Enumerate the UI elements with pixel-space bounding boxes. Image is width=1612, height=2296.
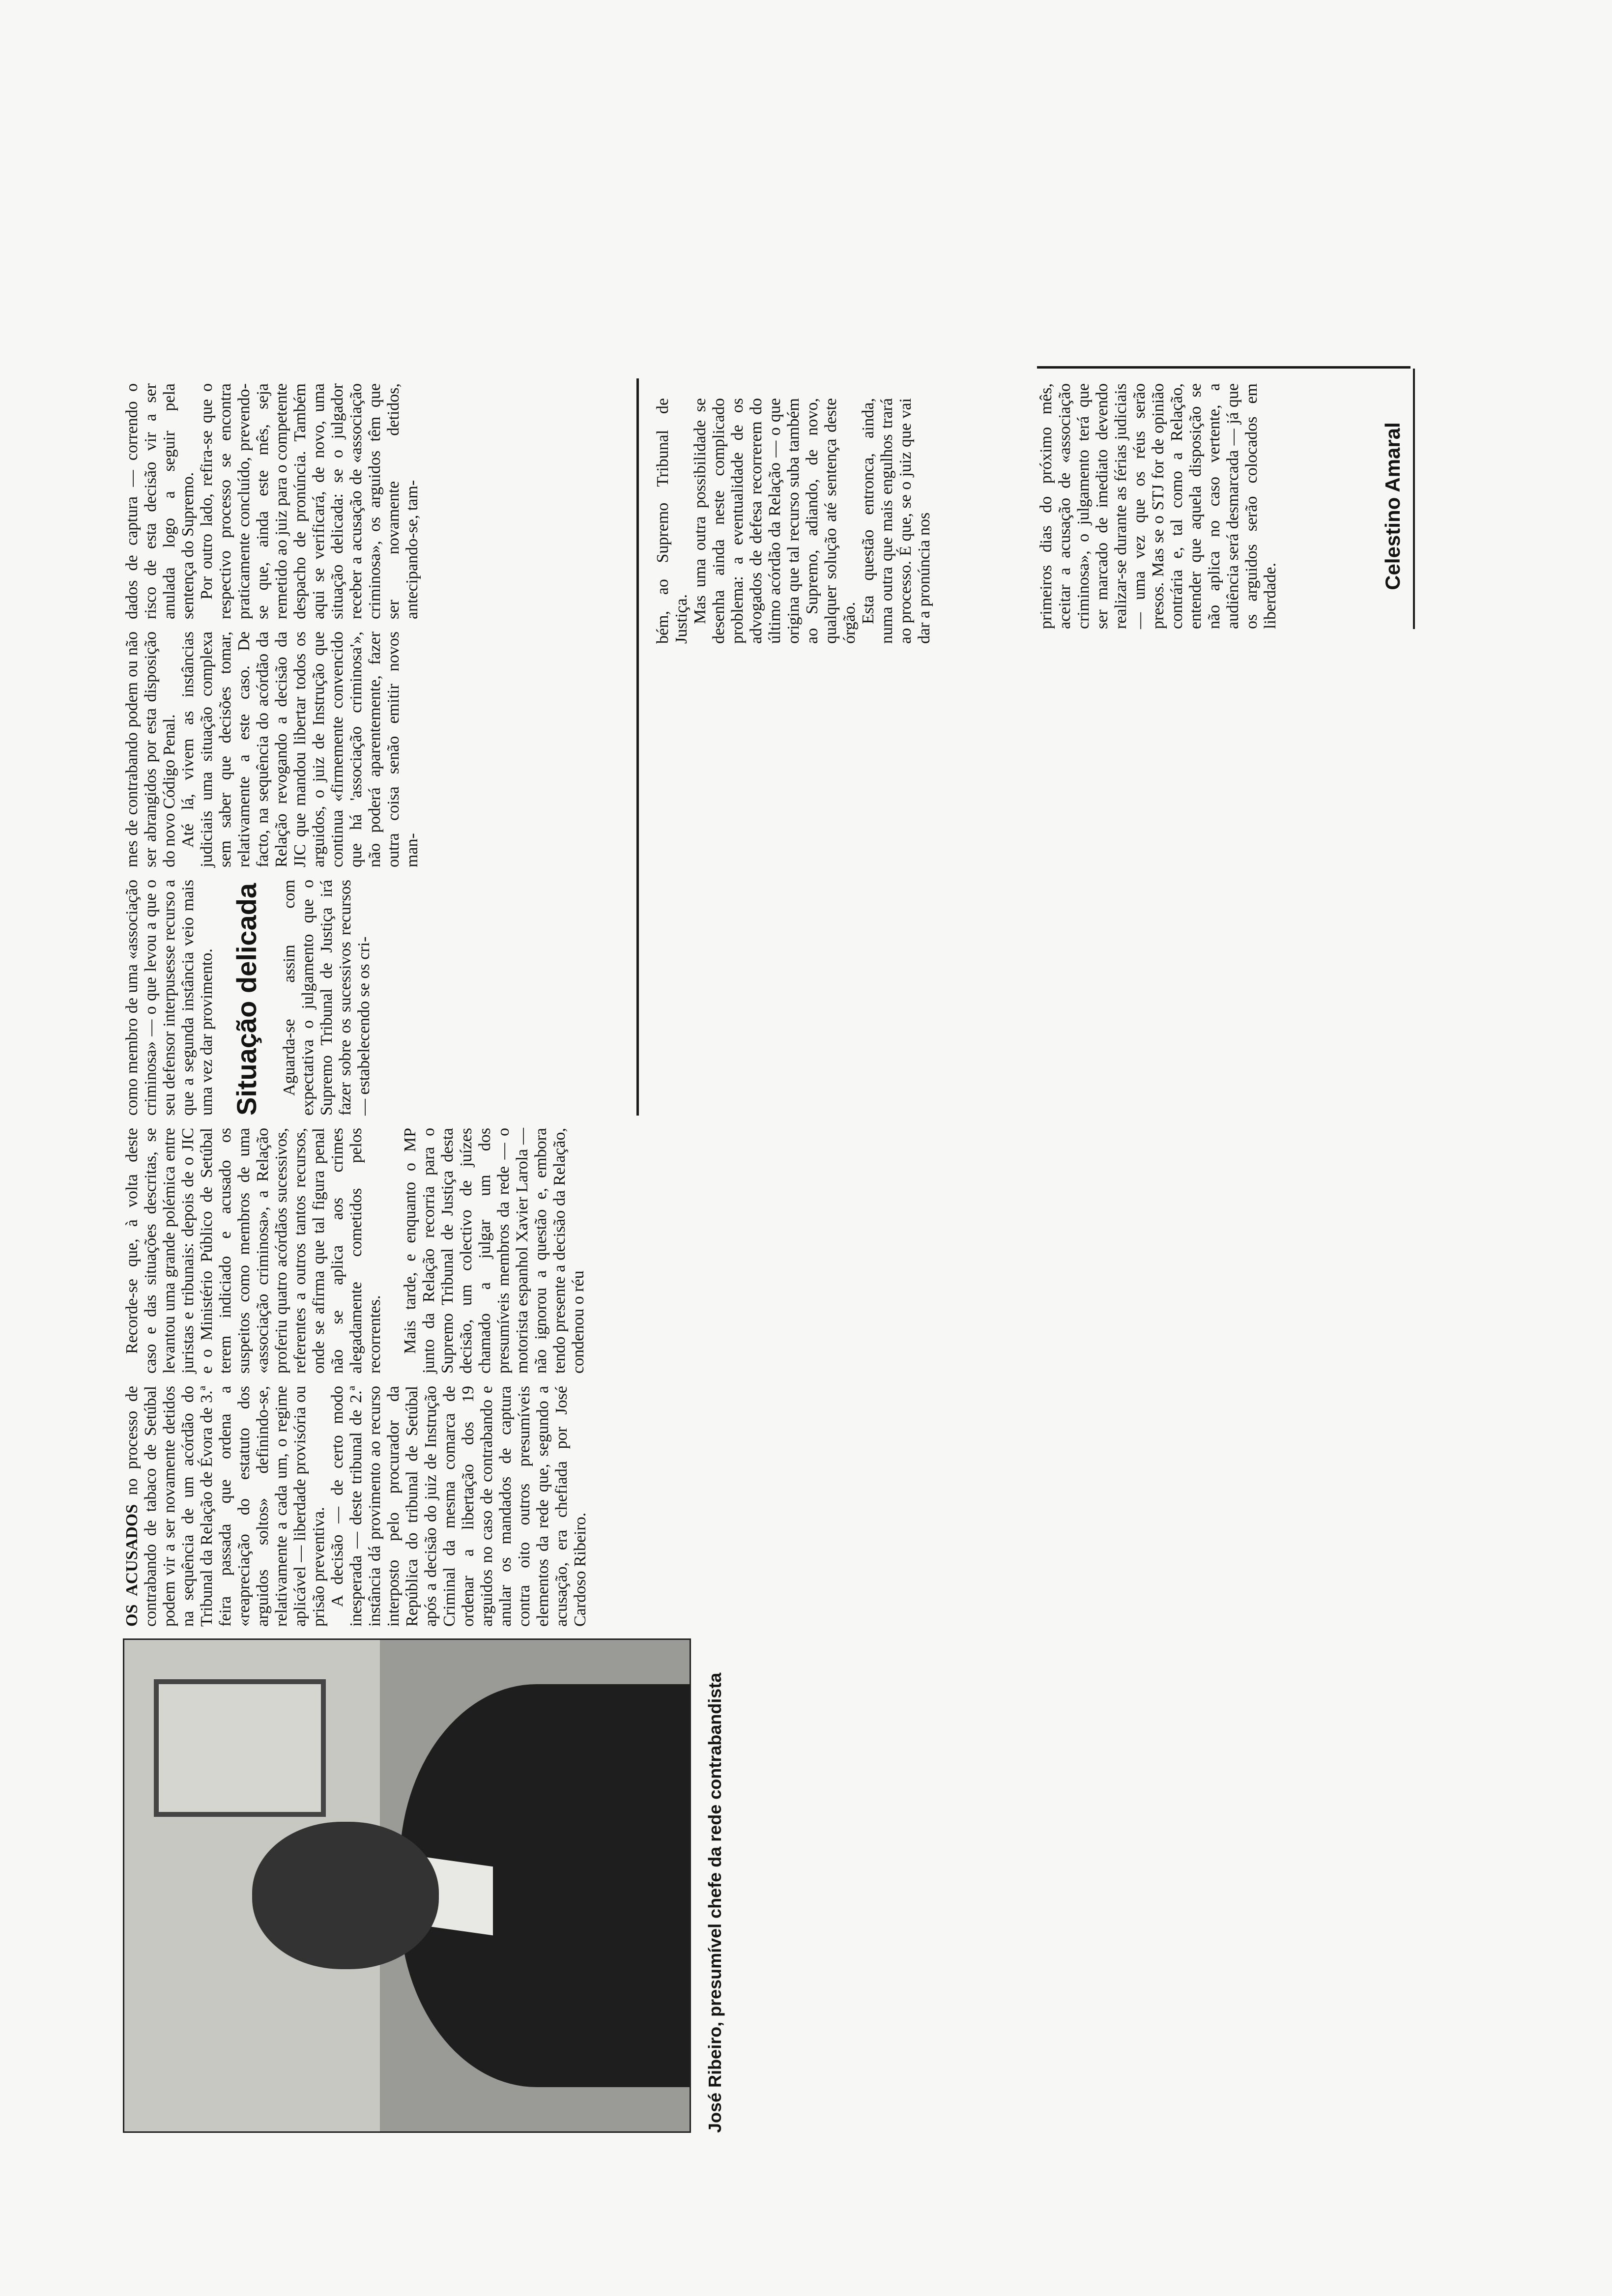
article-column-4: [123, 631, 614, 867]
paragraph: [123, 1386, 328, 1627]
paragraph: bém, ao Supremo Tribunal de Justiça.: [654, 398, 691, 644]
photo-block: [123, 1641, 826, 2133]
paragraph: Por outro lado, refira-se que o respectivo processo se encontra praticamente concluído, prevendo-se que, ainda este mês, seja remetido ao juiz para o competente despacho de pronúncia. Também aqui se verificará, de novo, uma situação delicada: se o julgador receber a acusação de «associação criminosa», os arguidos têm que ser novamente detidos, antecipando-se, tam-: [198, 383, 421, 619]
newspaper-clipping: [123, 138, 1425, 2133]
paragraph: Mais tarde, e enquanto o MP junto da Relação recorria para o Supremo Tribunal de Justiça desta decisão, um colectivo de juízes chamado a julgar um dos presumíveis membros da rede — o motorista espanhol Xavier Larola — não ignorou a questão e, embora tendo presente a decisão da Relação, condenou o réu: [401, 1128, 587, 1374]
paragraph: Aguarda-se assim com expectativa o julgamento que o Supremo Tribunal de Justiça irá fazer sobre os sucessivos recursos — estabelecendo se os cri-: [280, 880, 373, 1116]
photo-caption: José Ribeiro, presumível chefe da rede contrabandista: [705, 1672, 725, 2133]
article-column-7: [1037, 383, 1425, 629]
paragraph: Mas uma outra possibilidade se desenha ainda neste complicado problema: a eventualidade de os advogados de defesa recorrerem do último acórdão da Relação — o que origina que tal recurso suba também ao Supremo, adiando, de novo, qualquer solução até sentença deste órgão.: [691, 398, 859, 644]
paragraph: A decisão — de certo modo inesperada — deste tribunal de 2.ª instância dá provimento ao recurso interposto pelo procurador da República do tribunal de Setúbal após a decisão do juiz de Instrução Criminal da mesma comarca de ordenar a libertação dos 19 arguidos no caso de contrabando e anular os mandados de captura contra oito outros presumíveis elementos da rede que, segundo a acusação, era chefiada por José Cardoso Ribeiro.: [328, 1386, 589, 1627]
subheading: Situação delicada: [231, 883, 262, 1116]
byline-rule: [1413, 369, 1415, 629]
article-column-1: [123, 1386, 826, 1627]
lead-in: OS ACUSADOS: [123, 1504, 141, 1627]
section-rule: [636, 378, 639, 1116]
paragraph: dados de captura — correndo o risco de esta decisão vir a ser anulada logo a seguir pela sentença do Supremo.: [123, 383, 197, 619]
paragraph: mes de contrabando podem ou não ser abrangidos por esta disposição do novo Código Penal.: [123, 631, 178, 867]
column-rule: [1037, 366, 1410, 369]
paragraph: como membro de uma «associação criminosa» — o que levou a que o seu defensor interpusesse recurso a que a segunda instância veio mais uma vez dar provimento.: [123, 880, 216, 1116]
paragraph-text: no processo de contrabando de tabaco de Setúbal podem vir a ser novamente detidos na sequência de um acórdão do Tribunal da Relação de Évora de 3.ª feira passada que ordena a «reapreciação do estatuto dos arguidos soltos» definindo-se, relativamente a cada um, o regime aplicável — liberdade provisória ou prisão preventiva.: [123, 1386, 328, 1627]
paragraph: primeiros dias do próximo mês, aceitar a acusação de «associação criminosa», o julgamento terá que ser marcado de imediato devendo realizar-se durante as férias judiciais — uma vez que os réus serão presos. Mas se o STJ for de opinião contrária e, tal como a Relação, entender que aquela disposição se não aplica no caso vertente, a audiência será desmarcada — já que os arguidos serão colocados em liberdade.: [1037, 383, 1279, 629]
byline: Celestino Amaral: [1381, 422, 1404, 590]
portrait-photo: [123, 1638, 691, 2133]
article-column-5: [123, 383, 614, 619]
article-column-2: [123, 1128, 826, 1374]
article-column-3: [123, 880, 614, 1116]
paragraph: Esta questão entronca, ainda, numa outra que mais engulhos trará ao processo. É que, se o juiz que vai dar a pronúncia nos: [859, 398, 933, 644]
article-column-6: [654, 398, 1017, 644]
paragraph: Até lá, vivem as instâncias judiciais uma situação complexa sem saber que decisões tomar, relativamente a este caso. De facto, na sequência do acórdão da Relação revogando a decisão da JIC que mandou libertar todos os arguidos, o juiz de Instrução que continua «firmemente convencido que há 'associação criminosa'», não poderá aparentemente, fazer outra coisa senão emitir novos man-: [179, 631, 421, 867]
paragraph: Recorde-se que, à volta deste caso e das situações descritas, se levantou uma grande polémica entre juristas e tribunais: depois de o JIC e o Ministério Público de Setúbal terem indiciado e acusado os suspeitos como membros de uma «associação criminosa», a Relação proferiu quatro acórdãos sucessivos, referentes a outros tantos recursos, onde se afirma que tal figura penal não se aplica aos crimes alegadamente cometidos pelos recorrentes.: [123, 1128, 384, 1374]
